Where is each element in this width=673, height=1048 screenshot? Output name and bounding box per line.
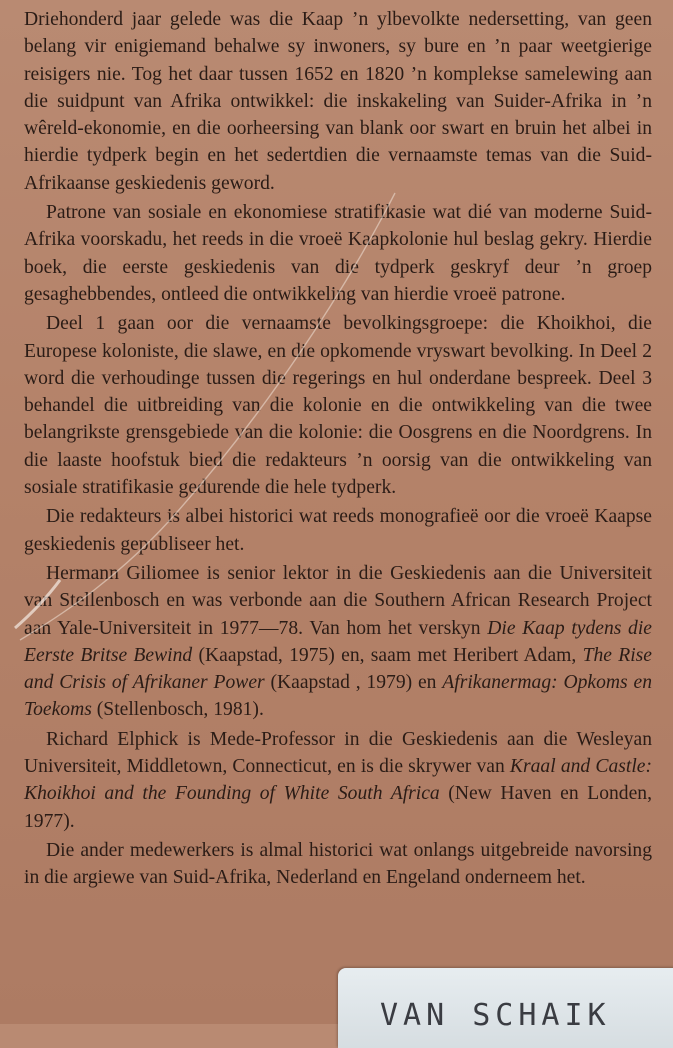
bookseller-sticker bbox=[338, 968, 673, 1048]
book-title: The Rise and Crisis of Afrikaner Power bbox=[24, 644, 652, 694]
text-run: Die redakteurs is albei historici wat reeds monografieë oor die vroeë Kaapse geskiedenis gepubliseer het. bbox=[24, 506, 652, 555]
text-run: (Stellenbosch, 1981). bbox=[91, 699, 264, 721]
blurb-text bbox=[24, 6, 652, 894]
book-title: Kraal and Castle: Khoikhoi and the Founding of White South Africa bbox=[24, 756, 652, 805]
paragraph bbox=[24, 726, 652, 835]
text-run: Die ander medewerkers is almal historici wat onlangs uitgebreide navorsing in die argiewe van Suid-Afrika, Nederland en Engeland onderneem het. bbox=[24, 839, 652, 889]
paragraph bbox=[24, 6, 652, 197]
text-run: (New Haven en Londen, 1977). bbox=[24, 783, 652, 832]
text-run: Driehonderd jaar gelede was die Kaap ’n ylbevolkte nedersetting, van geen belang vir enigiemand behalwe sy inwoners, sy bure en ’n paar weetgierige reisigers nie. Tog het daar tussen 1652 en 1820 ’n komplekse samelewing aan die suidpunt van Afrika ontwikkel: die inskakeling van Suider-Afrika in ’n wêreld-ekonomie, en die oorheersing van blank oor swart en bruin het albei in hierdie tydperk begin en het sedertdien die vernaamste temas van die Suid-Afrikaanse geskiedenis geword. bbox=[24, 9, 652, 194]
book-title: Die Kaap tydens die Eerste Britse Bewind bbox=[24, 617, 652, 666]
sticker-label: VAN SCHAIK bbox=[380, 998, 611, 1033]
text-run: (Kaapstad, 1975) en, saam met Heribert Adam, bbox=[192, 644, 583, 666]
paragraph bbox=[24, 310, 652, 501]
text-run: Richard Elphick is Mede-Professor in die Geskiedenis aan die Wesleyan Universiteit, Middletown, Connecticut, en is die skrywer van bbox=[24, 728, 652, 778]
paragraph bbox=[24, 837, 652, 892]
text-run: (Kaapstad , 1979) en bbox=[264, 672, 443, 694]
book-title: Afrikanermag: Opkoms en Toekoms bbox=[24, 672, 652, 721]
text-run: Deel 1 gaan oor die vernaamste bevolkingsgroepe: die Khoikhoi, die Europese koloniste, die slawe, en die opkomende vryswart bevolking. In Deel 2 word die verhoudinge tussen die regerings en hul onderdane bespreek. Deel 3 behandel die uitbreiding van die kolonie en die ontwikkeling van die twee belangrikste grensgebiede van die kolonie: die Oosgrens en die Noordgrens. In die laaste hoofstuk bied die redakteurs ’n oorsig van die ontwikkeling van sosiale stratifikasie gedurende die hele tydperk. bbox=[24, 313, 652, 499]
paragraph bbox=[24, 560, 652, 724]
paragraph bbox=[24, 503, 652, 558]
paragraph bbox=[24, 199, 652, 308]
text-run: Hermann Giliomee is senior lektor in die Geskiedenis aan die Universiteit van Stellenbosch en was verbonde aan die Southern African Research Project aan Yale-Universiteit in 1977—78. Van hom het verskyn bbox=[24, 562, 652, 639]
text-run: Patrone van sosiale en ekonomiese stratifikasie wat dié van moderne Suid-Afrika voorskadu, het reeds in die vroeë Kaapkolonie hul beslag gekry. Hierdie boek, die eerste geskiedenis van die tydperk geskryf deur ’n groep gesaghebbendes, ontleed die ontwikkeling van hierdie vroeë patrone. bbox=[24, 202, 652, 305]
